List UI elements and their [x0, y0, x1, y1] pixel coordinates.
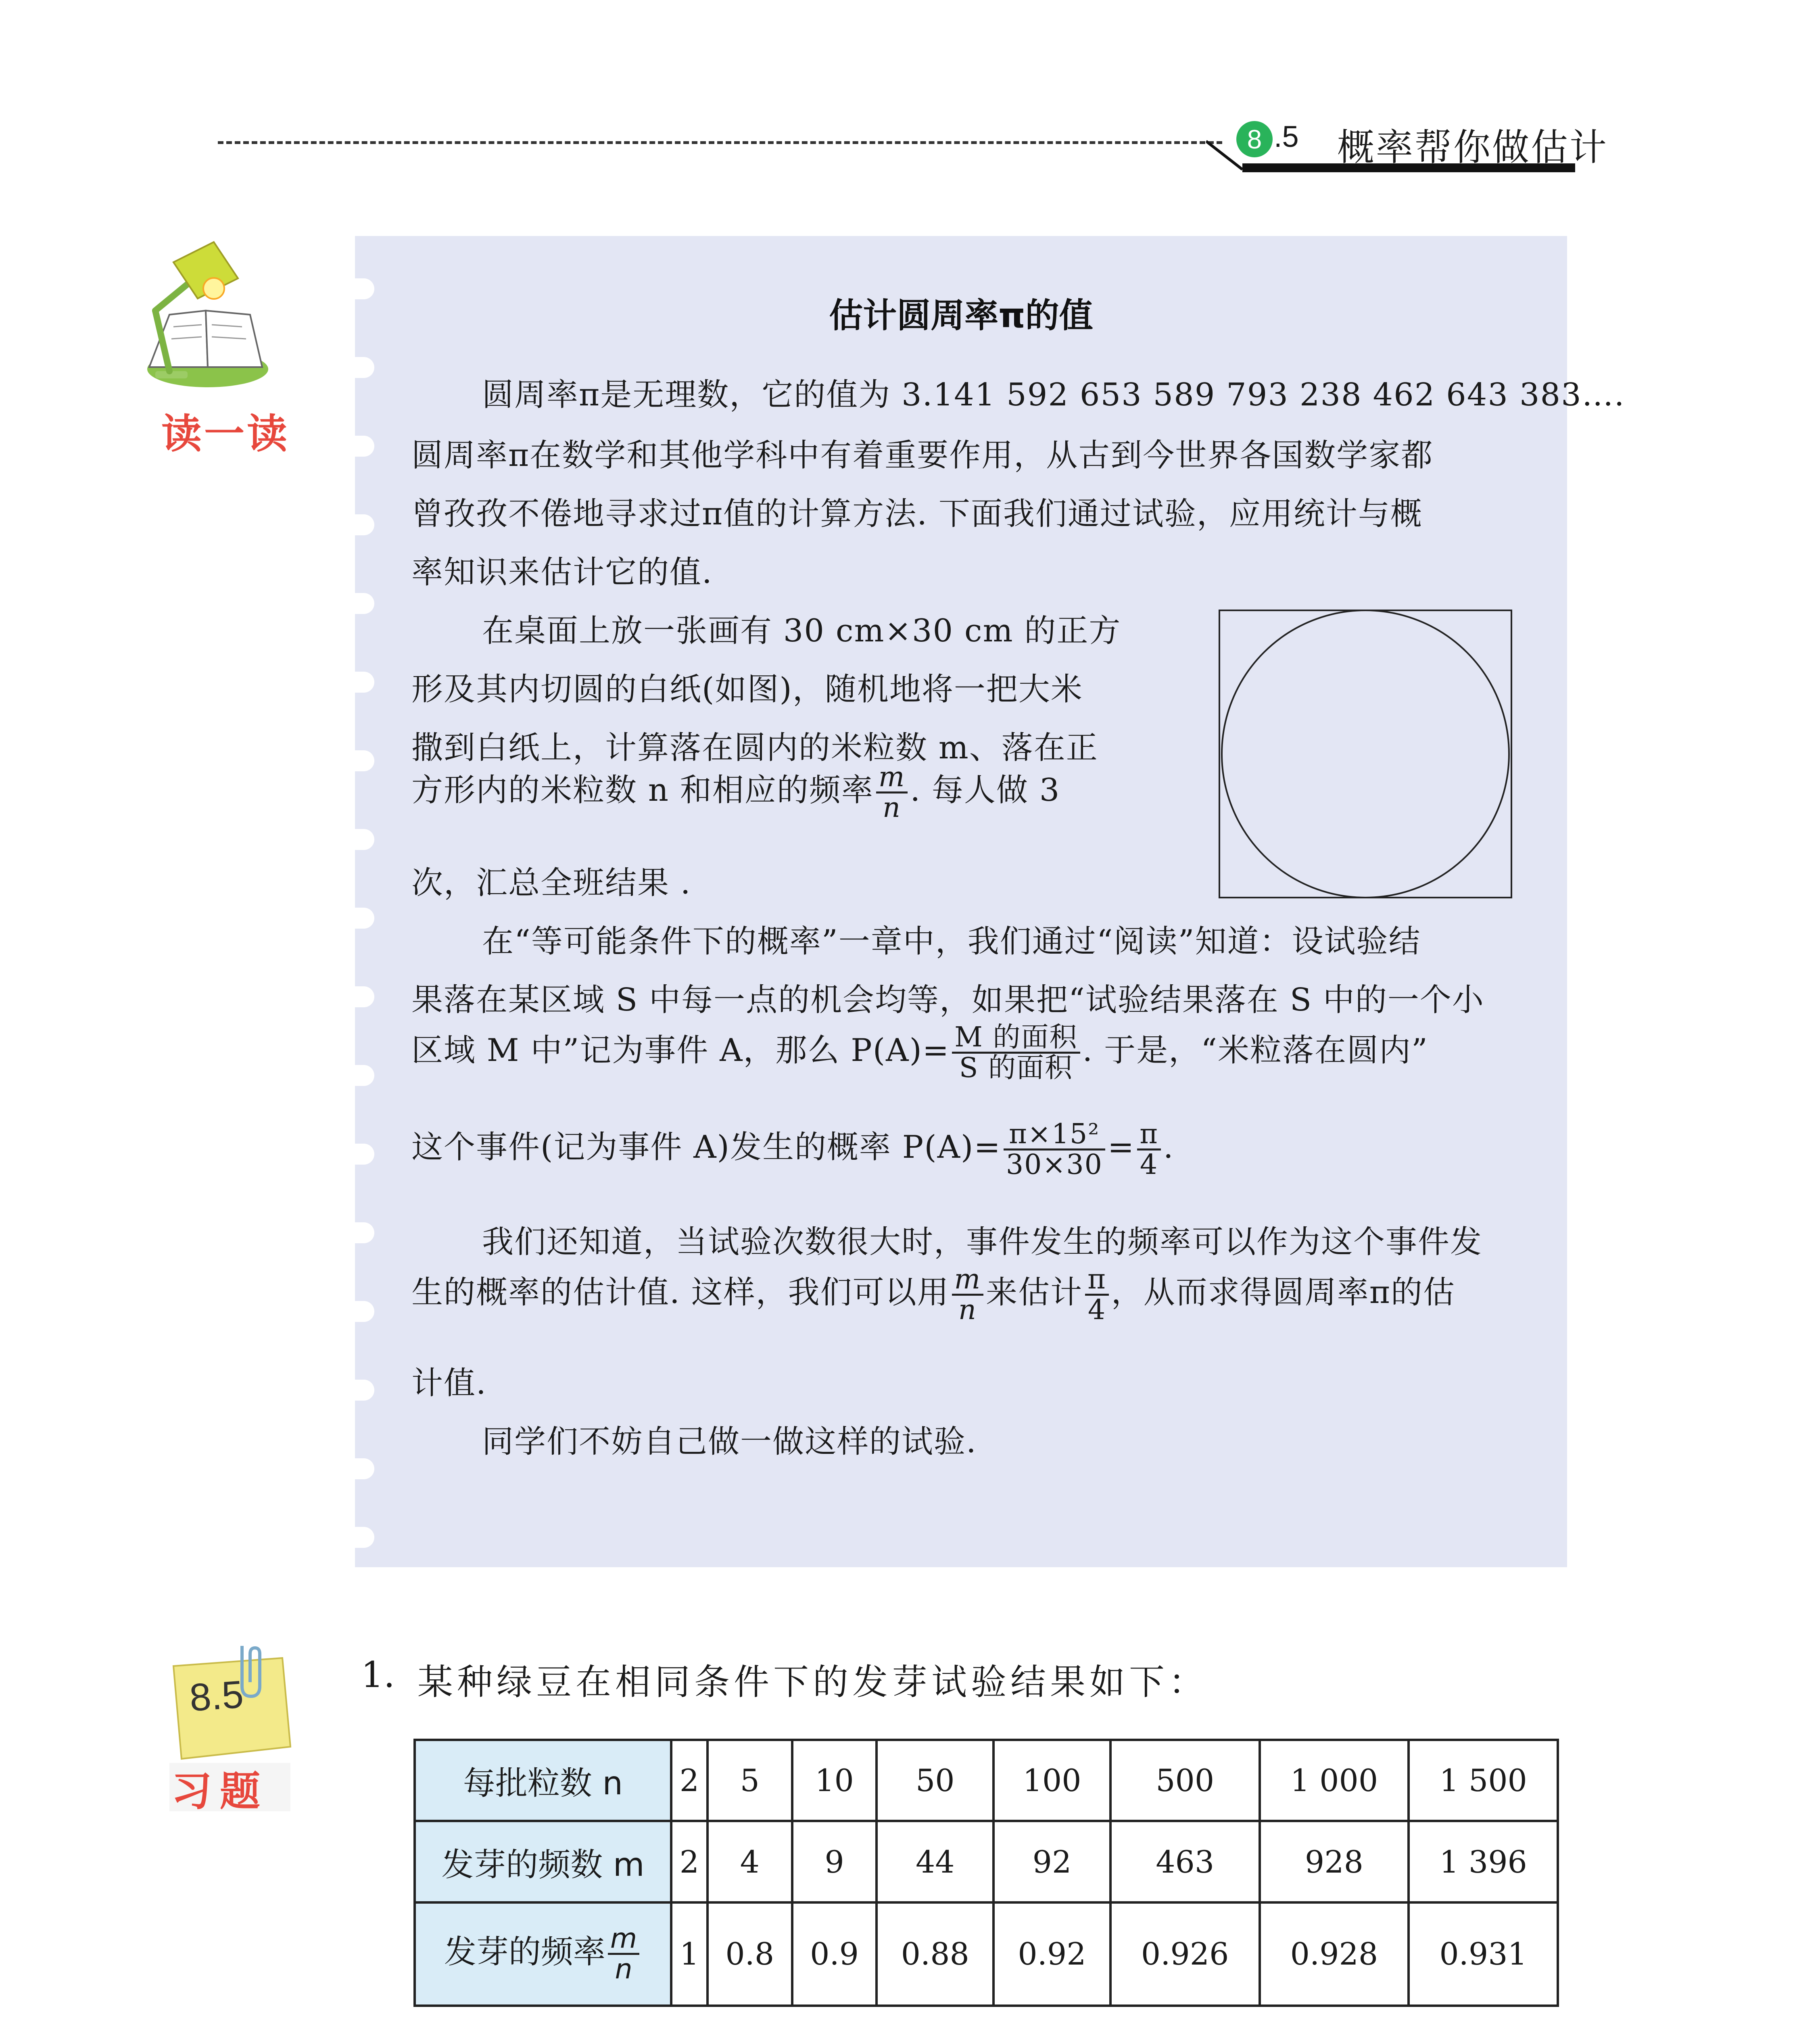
reading-text-line: 同学们不妨自己做一做这样的试验. — [482, 1424, 977, 1460]
binder-hole — [340, 1527, 374, 1548]
table-cell: 50 — [877, 1740, 993, 1821]
question-text: 某种绿豆在相同条件下的发芽试验结果如下： — [417, 1661, 1208, 1703]
equals-sign: = — [1107, 1129, 1135, 1165]
table-cell: 2 — [671, 1821, 708, 1902]
reading-text-line: 在桌面上放一张画有 30 cm×30 cm 的正方 — [482, 613, 1121, 649]
text-segment: ，从而求得圆周率π的估 — [1111, 1274, 1456, 1311]
table-cell: 0.92 — [993, 1902, 1110, 2006]
question-number: 1. — [361, 1654, 395, 1695]
binder-hole — [340, 357, 374, 378]
fraction-denominator: 30×30 — [1006, 1149, 1103, 1181]
table-cell: 1 500 — [1409, 1740, 1558, 1821]
binder-hole — [340, 1222, 374, 1243]
table-row — [415, 1821, 1558, 1902]
binder-hole — [340, 986, 374, 1007]
row-header: 每批粒数 n — [415, 1740, 671, 1821]
section-title: 概率帮你做估计 — [1337, 126, 1609, 169]
fraction-denominator: n — [883, 792, 901, 824]
fraction-denominator: 4 — [1140, 1149, 1158, 1181]
binder-hole — [340, 1380, 374, 1401]
fraction-denominator: n — [958, 1294, 977, 1326]
fraction-numerator: m — [608, 1924, 639, 1955]
text-segment: . — [1163, 1129, 1174, 1165]
table-cell: 500 — [1110, 1740, 1260, 1821]
table-row — [415, 1902, 1558, 2006]
pi-over-four-fraction — [1085, 1265, 1109, 1325]
table-cell: 92 — [993, 1821, 1110, 1902]
binder-hole — [340, 436, 374, 457]
table-cell: 0.8 — [708, 1902, 792, 2006]
reading-box — [355, 236, 1625, 1567]
exercise-badge-number: 8.5 — [188, 1672, 245, 1720]
reading-text-line — [411, 1021, 1428, 1082]
fraction-numerator: m — [952, 1265, 983, 1296]
row-header: 发芽的频数 m — [415, 1821, 671, 1902]
table-cell: 0.88 — [877, 1902, 993, 2006]
probability-fraction — [1004, 1120, 1105, 1180]
reading-text-line: 计值. — [411, 1365, 487, 1401]
binder-hole — [340, 750, 374, 771]
table-cell: 4 — [708, 1821, 792, 1902]
fraction-numerator: M 的面积 — [952, 1023, 1080, 1054]
text-segment: 区域 M 中”记为事件 A，那么 P(A)= — [411, 1032, 950, 1069]
reading-text-line: 圆周率π是无理数，它的值为 3.141 592 653 589 793 238 462 643 383…. — [482, 377, 1625, 413]
reading-text-line — [411, 760, 1060, 822]
header-dashed-rule — [218, 141, 1222, 144]
fraction-m-over-n — [876, 763, 908, 823]
table-row — [415, 1740, 1558, 1821]
row-header — [415, 1902, 671, 2006]
binder-hole — [340, 1458, 374, 1479]
reading-text-line: 果落在某区域 S 中每一点的机会均等，如果把“试验结果落在 S 中的一个小 — [411, 982, 1484, 1018]
text-segment: 这个事件(记为事件 A)发生的概率 P(A)= — [411, 1129, 1001, 1165]
table-cell: 5 — [708, 1740, 792, 1821]
reading-text-line: 撒到白纸上，计算落在圆内的米粒数 m、落在正 — [411, 730, 1098, 766]
reading-text-line: 次，汇总全班结果 . — [411, 865, 691, 901]
binder-hole — [340, 908, 374, 929]
text-segment: 方形内的米粒数 n 和相应的频率 — [411, 772, 874, 808]
reading-section-label: 读一读 — [161, 410, 290, 457]
binder-hole — [340, 1065, 374, 1086]
fraction-denominator: 4 — [1087, 1294, 1106, 1326]
area-ratio-fraction — [952, 1023, 1080, 1083]
fraction-numerator: π — [1137, 1120, 1161, 1150]
table-cell: 0.926 — [1110, 1902, 1260, 2006]
exercise-label: 习题 — [171, 1768, 268, 1815]
fraction-numerator: π×15² — [1004, 1120, 1105, 1150]
table-cell: 44 — [877, 1821, 993, 1902]
fraction-m-over-n — [952, 1265, 983, 1325]
fraction-numerator: π — [1085, 1265, 1109, 1296]
table-cell: 2 — [671, 1740, 708, 1821]
binder-hole — [340, 672, 374, 693]
binder-hole — [340, 829, 374, 850]
fraction-denominator: n — [615, 1953, 632, 1986]
reading-title: 估计圆周率π的值 — [829, 296, 1093, 335]
table-cell: 928 — [1260, 1821, 1409, 1902]
table-cell: 463 — [1110, 1821, 1260, 1902]
text-segment: . 每人做 3 — [910, 772, 1060, 808]
text-segment: . 于是，“米粒落在圆内” — [1082, 1032, 1428, 1069]
germination-data-table — [413, 1739, 1559, 2007]
fraction-numerator: m — [876, 763, 908, 793]
fraction-denominator: S 的面积 — [959, 1052, 1073, 1084]
table-cell: 0.931 — [1409, 1902, 1558, 2006]
table-cell: 0.928 — [1260, 1902, 1409, 2006]
table-cell: 0.9 — [792, 1902, 877, 2006]
desk-lamp-book-icon — [121, 234, 303, 403]
fraction-m-over-n — [608, 1924, 639, 1984]
reading-text-line: 率知识来估计它的值. — [411, 554, 713, 591]
reading-text-line: 在“等可能条件下的概率”一章中，我们通过“阅读”知道：设试验结 — [482, 923, 1421, 960]
table-cell: 100 — [993, 1740, 1110, 1821]
reading-text-line: 圆周率π在数学和其他学科中有着重要作用，从古到今世界各国数学家都 — [411, 437, 1434, 474]
square-inscribed-circle-figure — [1218, 609, 1513, 899]
binder-hole — [340, 514, 374, 535]
pi-over-four-fraction — [1137, 1120, 1161, 1180]
reading-text-line — [411, 1117, 1174, 1179]
row-header-text: 发芽的频率 — [444, 1933, 605, 1971]
table-cell: 1 — [671, 1902, 708, 2006]
binder-hole — [340, 1144, 374, 1165]
reading-text-line: 我们还知道，当试验次数很大时，事件发生的频率可以作为这个事件发 — [482, 1224, 1483, 1260]
binder-hole — [340, 593, 374, 614]
reading-text-line: 形及其内切圆的白纸(如图)，随机地将一把大米 — [411, 671, 1083, 708]
table-cell: 9 — [792, 1821, 877, 1902]
table-cell: 10 — [792, 1740, 877, 1821]
table-cell: 1 000 — [1260, 1740, 1409, 1821]
section-number-badge: 8 — [1236, 121, 1273, 157]
text-segment: 生的概率的估计值. 这样，我们可以用 — [411, 1274, 950, 1311]
reading-text-line: 曾孜孜不倦地寻求过π值的计算方法. 下面我们通过试验，应用统计与概 — [411, 496, 1423, 532]
binder-hole — [340, 1301, 374, 1322]
reading-text-line — [411, 1263, 1455, 1324]
text-segment: 来估计 — [986, 1274, 1083, 1311]
table-cell: 1 396 — [1409, 1821, 1558, 1902]
section-number-suffix: .5 — [1274, 120, 1299, 153]
